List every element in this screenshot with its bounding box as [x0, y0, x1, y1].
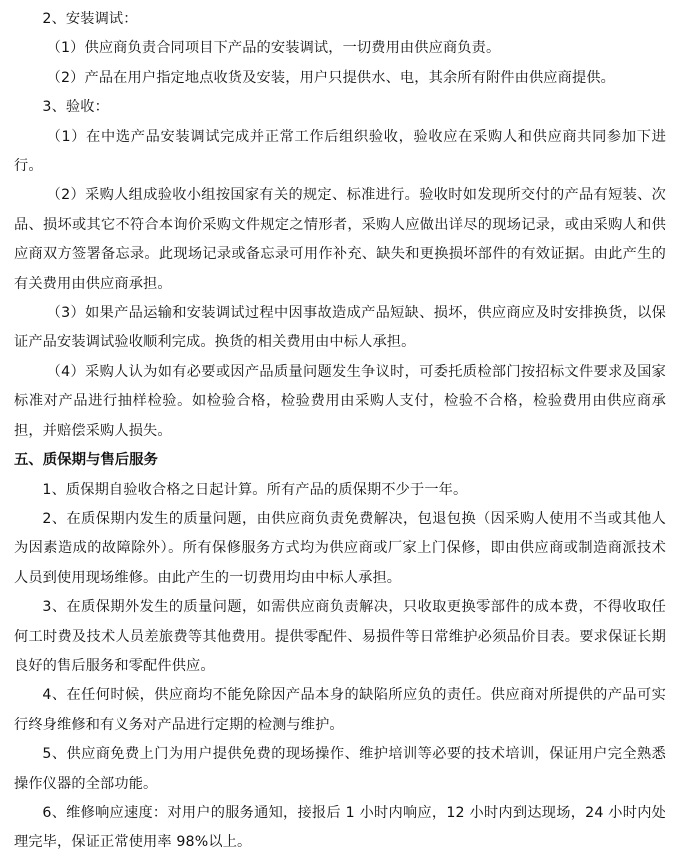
install-item-2: （2）产品在用户指定地点收货及安装，用户只提供水、电，其余所有附件由供应商提供。: [46, 69, 615, 86]
warranty-item-6: 6、维修响应速度：对用户的服务通知，接报后 1 小时内响应，12 小时内到达现场，24 小时内处理完毕，保证正常使用率 98%以上。: [14, 804, 666, 851]
install-item-1: （1）供应商负责合同项目下产品的安装调试，一切费用由供应商负责。: [46, 40, 501, 57]
acceptance-item-1: （1）在中选产品安装调试完成并正常工作后组织验收，验收应在采购人和供应商共同参加下进行。: [14, 128, 666, 175]
warranty-item-5: 5、供应商免费上门为用户提供免费的现场操作、维护培训等必要的技术培训，保证用户完全熟悉操作仪器的全部功能。: [14, 746, 666, 792]
install-heading: 2、安装调试：: [42, 11, 138, 27]
acceptance-heading: 3、验收：: [42, 99, 109, 116]
acceptance-item-2: （2）采购人组成验收小组按国家有关的规定、标准进行。验收时如发现所交付的产品有短装、次品、损坏或其它不符合本询价采购文件规定之情形者，采购人应做出详尽的现场记录，或由采购人和供应商双方签署备忘录。此现场记录或备忘录可用作补充、缺失和更换损坏部件的有效证据。由此产生的有关费用由供应商承担。: [14, 187, 666, 292]
warranty-item-4: 4、在任何时候，供应商均不能免除因产品本身的缺陷所应负的责任。供应商对所提供的产品可实行终身维修和有义务对产品进行定期的检测与维护。: [14, 687, 666, 733]
warranty-item-2: 2、在质保期内发生的质量问题，由供应商负责免费解决，包退包换（因采购人使用不当或其他人为因素造成的故障除外）。所有保修服务方式均为供应商或厂家上门保修，即由供应商或制造商派技术人员到使用现场维修。由此产生的一切费用均由中标人承担。: [14, 510, 666, 586]
warranty-item-1: 1、质保期自验收合格之日起计算。所有产品的质保期不少于一年。: [42, 481, 468, 498]
warranty-item-3: 3、在质保期外发生的质量问题，如需供应商负责解决，只收取更换零部件的成本费，不得收取任何工时费及技术人员差旅费等其他费用。提供零配件、易损件等日常维护必须品价目表。要求保证长期良好的售后服务和零配件供应。: [14, 599, 666, 674]
acceptance-item-4: （4）采购人认为如有必要或因产品质量问题发生争议时，可委托质检部门按招标文件要求及国家标准对产品进行抽样检验。如检验合格，检验费用由采购人支付，检验不合格，检验费用由供应商承担，并赔偿采购人损失。: [14, 363, 666, 439]
warranty-section-title: 五、质保期与售后服务: [14, 452, 158, 469]
acceptance-item-3: （3）如果产品运输和安装调试过程中因事故造成产品短缺、损坏，供应商应及时安排换货，以保证产品安装调试验收顺利完成。换货的相关费用由中标人承担。: [14, 305, 666, 351]
